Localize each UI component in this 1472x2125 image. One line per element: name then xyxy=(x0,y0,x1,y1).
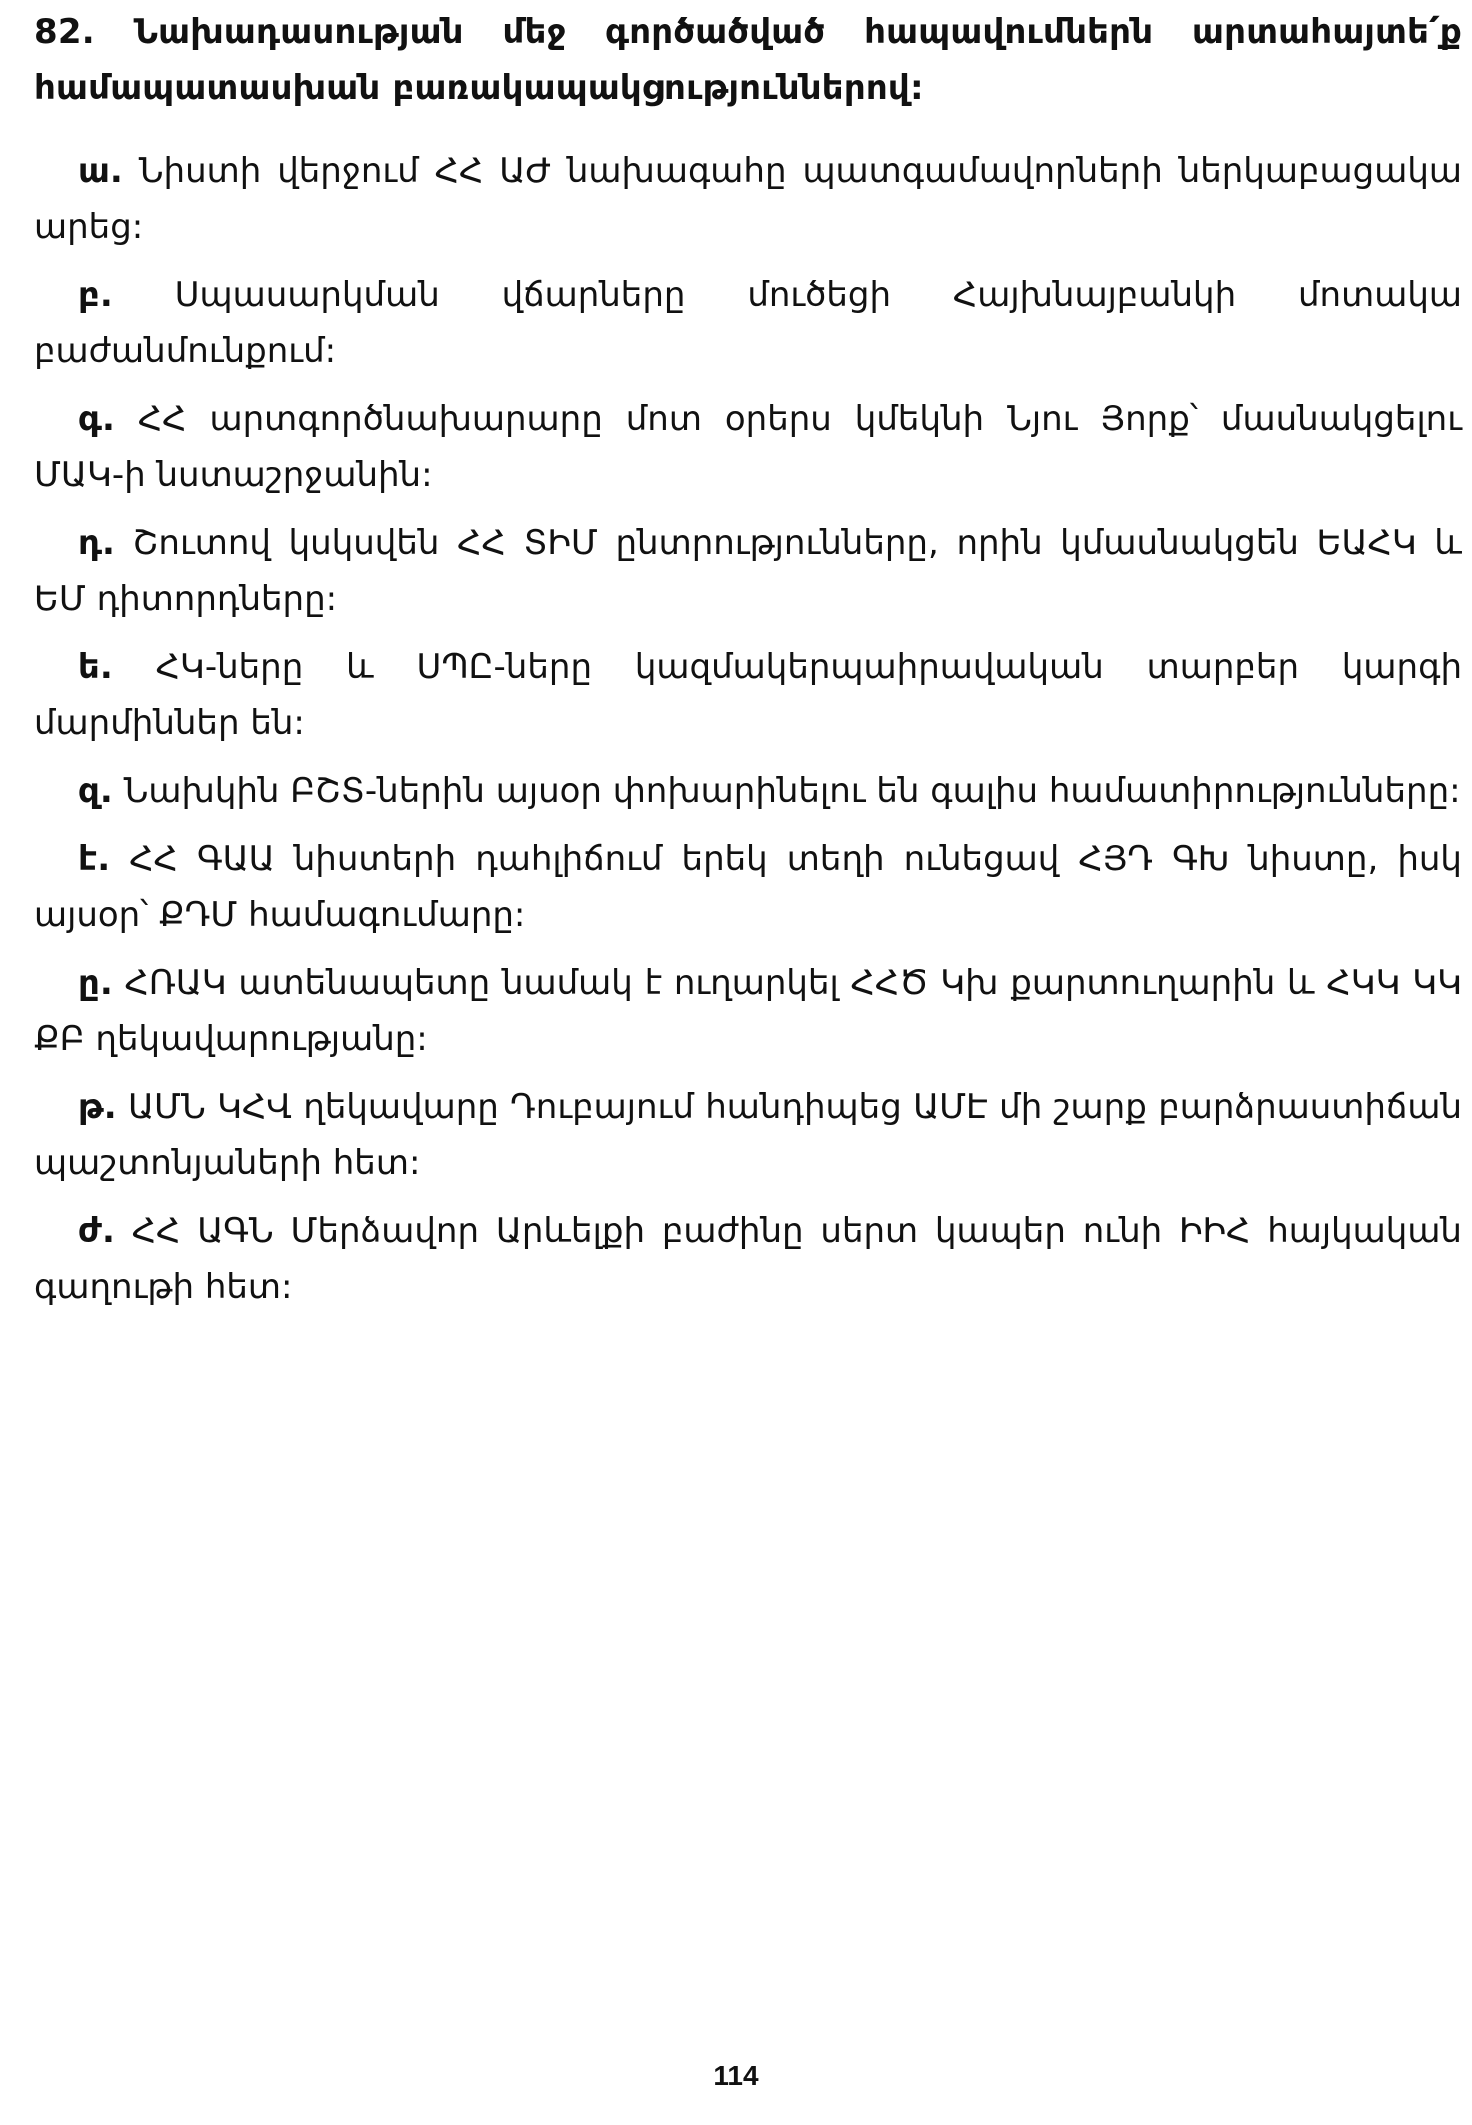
option-f xyxy=(34,763,1462,819)
option-letter: ժ. xyxy=(78,1211,115,1251)
document-page xyxy=(34,4,1462,1327)
option-letter: թ. xyxy=(78,1087,117,1127)
option-text: ՀՀ ԳԱԱ նիստերի դահլիճում երեկ տեղի ունեցավ ՀՅԴ ԳԽ նիստը, իսկ այսօր՝ ՔԴՄ համագումարը: xyxy=(34,839,1462,935)
option-letter: ա. xyxy=(78,151,123,191)
options-list xyxy=(34,143,1462,1315)
option-text: Սպասարկման վճարները մուծեցի Հայխնայբանկի մոտակա բաժանմունքում: xyxy=(34,275,1462,371)
option-text: ՀՀ ԱԳՆ Մերձավոր Արևելքի բաժինը սերտ կապեր ունի ԻԻՀ հայկական գաղութի հետ: xyxy=(34,1211,1462,1307)
option-text: Շուտով կսկսվեն ՀՀ ՏԻՄ ընտրությունները, որին կմասնակցեն ԵԱՀԿ և ԵՄ դիտորդները: xyxy=(34,523,1462,619)
option-letter: է. xyxy=(78,839,111,879)
option-a xyxy=(34,143,1462,255)
option-b xyxy=(34,267,1462,379)
option-letter: գ. xyxy=(78,399,115,439)
option-d xyxy=(34,515,1462,627)
option-e xyxy=(34,639,1462,751)
option-g xyxy=(34,831,1462,943)
option-letter: զ. xyxy=(78,771,113,811)
option-letter: ե. xyxy=(78,647,113,687)
option-i xyxy=(34,1079,1462,1191)
question-text: 82. Նախադասության մեջ գործածված հապավումներն արտահայտե՛ք համապատասխան բառակապակցություններով: xyxy=(34,12,1462,108)
option-c xyxy=(34,391,1462,503)
option-text: ՀՀ արտգործնախարարը մոտ օրերս կմեկնի Նյու Յորք՝ մասնակցելու ՄԱԿ-ի նստաշրջանին: xyxy=(34,399,1462,495)
option-text: ՀԿ-ները և ՍՊԸ-ները կազմակերպաիրավական տարբեր կարգի մարմիններ են: xyxy=(34,647,1462,743)
option-j xyxy=(34,1203,1462,1315)
option-letter: բ. xyxy=(78,275,113,315)
option-h xyxy=(34,955,1462,1067)
option-text: Նախկին ԲՇՏ-ներին այսօր փոխարինելու են գալիս համատիրությունները: xyxy=(123,771,1461,811)
option-letter: դ. xyxy=(78,523,115,563)
page-number: 114 xyxy=(713,2060,759,2091)
option-letter: ը. xyxy=(78,963,113,1003)
option-text: ՀՌԱԿ ատենապետը նամակ է ուղարկել ՀՀԾ Կխ քարտուղարին և ՀԿԿ ԿԿ ՔԲ ղեկավարությանը: xyxy=(34,963,1463,1059)
option-text: Նիստի վերջում ՀՀ ԱԺ նախագահը պատգամավորների ներկաբացակա արեց: xyxy=(34,151,1462,247)
option-text: ԱՄՆ ԿՀՎ ղեկավարը Դուբայում հանդիպեց ԱՄԷ մի շարք բարձրաստիճան պաշտոնյաների հետ: xyxy=(34,1087,1463,1183)
